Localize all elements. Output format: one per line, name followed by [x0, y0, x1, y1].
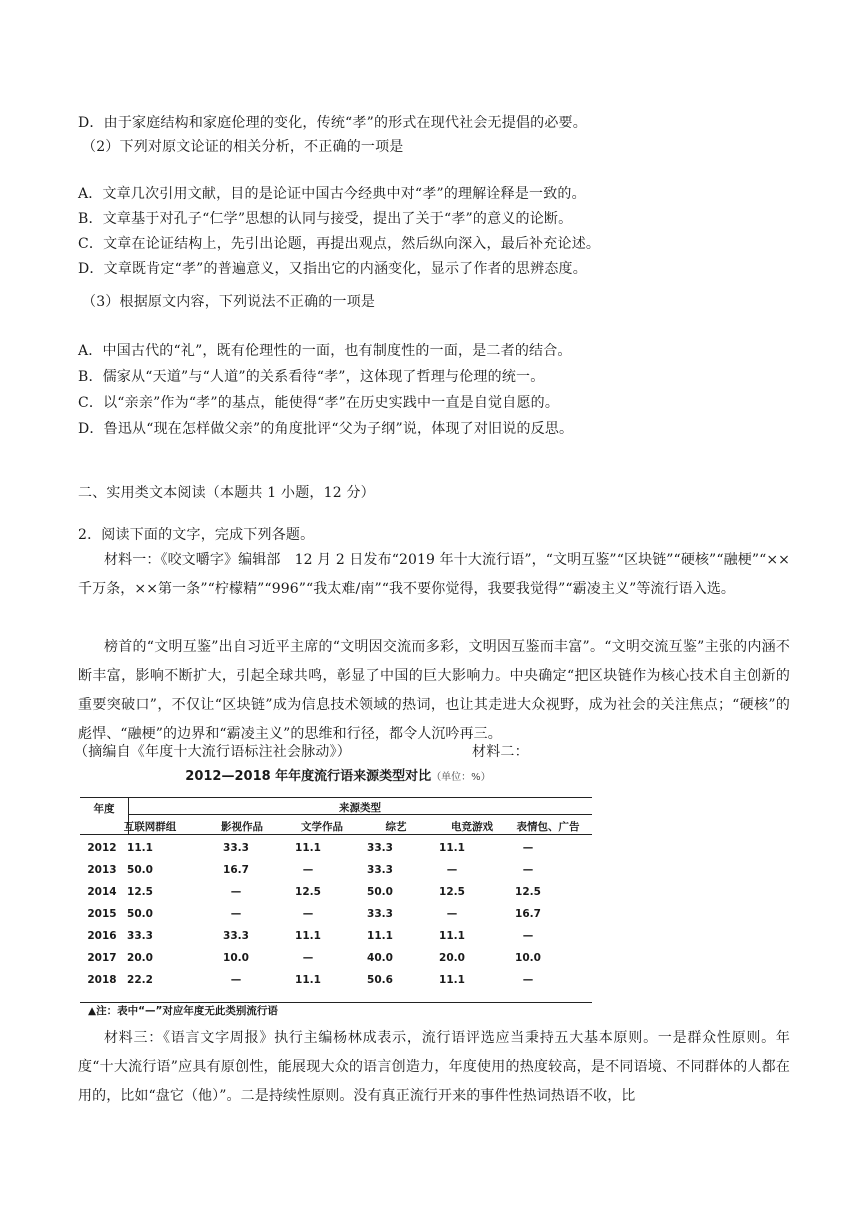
column-header: 文学作品 [301, 821, 343, 833]
table-cell: 50.6 [367, 974, 393, 986]
question-intro: 2．阅读下面的文字，完成下列各题。 [78, 527, 315, 543]
table-cell: — [446, 864, 458, 876]
q3-option-b: B．儒家从“天道”与“人道”的关系看待“孝”，这体现了哲理与伦理的统一。 [78, 369, 545, 385]
table-cell: 12.5 [439, 886, 465, 898]
table-cell: 33.3 [367, 864, 393, 876]
q2-option-b: B．文章基于对孔子“仁学”思想的认同与接受，提出了关于“孝”的意义的论断。 [78, 211, 573, 227]
table-cell: 11.1 [295, 930, 321, 942]
table-cell: 50.0 [367, 886, 393, 898]
table-cell: 11.1 [127, 842, 153, 854]
year-header: 年度 [93, 803, 115, 815]
table-cell: 33.3 [223, 930, 249, 942]
table-cell: 33.3 [367, 842, 393, 854]
table-row-year: 2013 [87, 864, 117, 876]
table-cell: — [522, 864, 534, 876]
table-cell: 11.1 [367, 930, 393, 942]
table-title [78, 765, 598, 784]
table-cell: 11.1 [439, 842, 465, 854]
section-heading: 二、实用类文本阅读（本题共 1 小题，12 分） [78, 485, 375, 501]
table-title-text: 2012—2018 年年度流行语来源类型对比 [185, 769, 432, 784]
source-note: （摘编自《年度十大流行语标注社会脉动》） [74, 744, 351, 760]
source-type-header: 来源类型 [339, 802, 381, 814]
table-unit: （单位：%） [431, 772, 491, 783]
table-cell: 33.3 [223, 842, 249, 854]
table-cell: 11.1 [295, 974, 321, 986]
table-cell: 33.3 [127, 930, 153, 942]
q3-stem: （3）根据原文内容，下列说法不正确的一项是 [82, 294, 376, 310]
table-cell: 16.7 [515, 908, 541, 920]
column-header: 影视作品 [221, 821, 263, 833]
column-header: 互联网群组 [123, 821, 177, 833]
table-cell: 40.0 [367, 952, 393, 964]
column-header: 表情包、广告 [516, 821, 580, 833]
table-row-year: 2015 [87, 908, 117, 920]
table-cell: 12.5 [515, 886, 541, 898]
q3-option-a: A．中国古代的“礼”，既有伦理性的一面，也有制度性的一面，是二者的结合。 [78, 343, 572, 359]
q3-option-c: C．以“亲亲”作为“孝”的基点，能使得“孝”在历史实践中一直是自觉自愿的。 [78, 395, 560, 411]
table-note: ▲注：表中“—”对应年度无此类别流行语 [88, 1005, 278, 1017]
material-1-paragraph: 材料一：《咬文嚼字》编辑部 12 月 2 日发布“2019 年十大流行语”，“文明互鉴”“区块链”“硬核”“融梗”“××千万条，××第一条”“柠檬精”“996”“我太难/南”“我不要你觉得，我要我觉得”“霸凌主义”等流行语入选。 [78, 552, 790, 597]
material-2-label: 材料二： [472, 744, 529, 760]
table-cell: 11.1 [439, 930, 465, 942]
table-row-year: 2017 [87, 952, 117, 964]
source-type-table [80, 797, 592, 1003]
table-cell: — [230, 886, 242, 898]
q2-option-c: C．文章在论证结构上，先引出论题，再提出观点，然后纵向深入，最后补充论述。 [78, 236, 601, 252]
table-cell: 33.3 [367, 908, 393, 920]
table-row-year: 2014 [87, 886, 117, 898]
table-cell: — [522, 930, 534, 942]
table-cell: 11.1 [295, 842, 321, 854]
table-cell: — [230, 974, 242, 986]
table-row-year: 2016 [87, 930, 117, 942]
table-cell: — [522, 842, 534, 854]
table-cell: — [302, 864, 314, 876]
column-header: 电竞游戏 [451, 821, 493, 833]
table-cell: 11.1 [439, 974, 465, 986]
table-cell: — [446, 908, 458, 920]
material-1-paragraph-2: 榜首的“文明互鉴”出自习近平主席的“文明因交流而多彩，文明因互鉴而丰富”。“文明交流互鉴”主张的内涵不断丰富，影响不断扩大，引起全球共鸣，彰显了中国的巨大影响力。中央确定“把区块链作为核心技术自主创新的重要突破口”，不仅让“区块链”成为信息技术领域的热词，也让其走进大众视野，成为社会的关注焦点；“硬核”的彪悍、“融梗”的边界和“霸凌主义”的思维和行径，都令人沉吟再三。 [78, 639, 790, 742]
table-cell: 12.5 [127, 886, 153, 898]
material-3-paragraph: 材料三：《语言文字周报》执行主编杨林成表示，流行语评选应当秉持五大基本原则。一是群众性原则。年度“十大流行语”应具有原创性，能展现大众的语言创造力，年度使用的热度较高，是不同语境、不同群体的人都在用的，比如“盘它（他）”。二是持续性原则。没有真正流行开来的事件性热词热语不收，比 [78, 1030, 790, 1104]
table-cell: 20.0 [127, 952, 153, 964]
table-row-year: 2018 [87, 974, 117, 986]
table-cell: — [230, 908, 242, 920]
table-cell: 50.0 [127, 864, 153, 876]
q2-stem: （2）下列对原文论证的相关分析，不正确的一项是 [82, 139, 404, 155]
table-cell: 16.7 [223, 864, 249, 876]
table-cell: 22.2 [127, 974, 153, 986]
table-cell: — [302, 908, 314, 920]
table-cell: 50.0 [127, 908, 153, 920]
q3-option-d: D．鲁迅从“现在怎样做父亲”的角度批评“父为子纲”说，体现了对旧说的反思。 [78, 421, 574, 437]
table-cell: 10.0 [223, 952, 249, 964]
q2-option-d: D．文章既肯定“孝”的普遍意义，又指出它的内涵变化，显示了作者的思辨态度。 [78, 261, 587, 277]
table-cell: — [302, 952, 314, 964]
q1-option-d: D．由于家庭结构和家庭伦理的变化，传统“孝”的形式在现代社会无提倡的必要。 [78, 115, 587, 131]
table-cell: 10.0 [515, 952, 541, 964]
column-header: 综艺 [385, 821, 407, 833]
table-cell: — [522, 974, 534, 986]
table-row-year: 2012 [87, 842, 117, 854]
table-cell: 12.5 [295, 886, 321, 898]
q2-option-a: A．文章几次引用文献，目的是论证中国古今经典中对“孝”的理解诠释是一致的。 [78, 186, 586, 202]
table-cell: 20.0 [439, 952, 465, 964]
